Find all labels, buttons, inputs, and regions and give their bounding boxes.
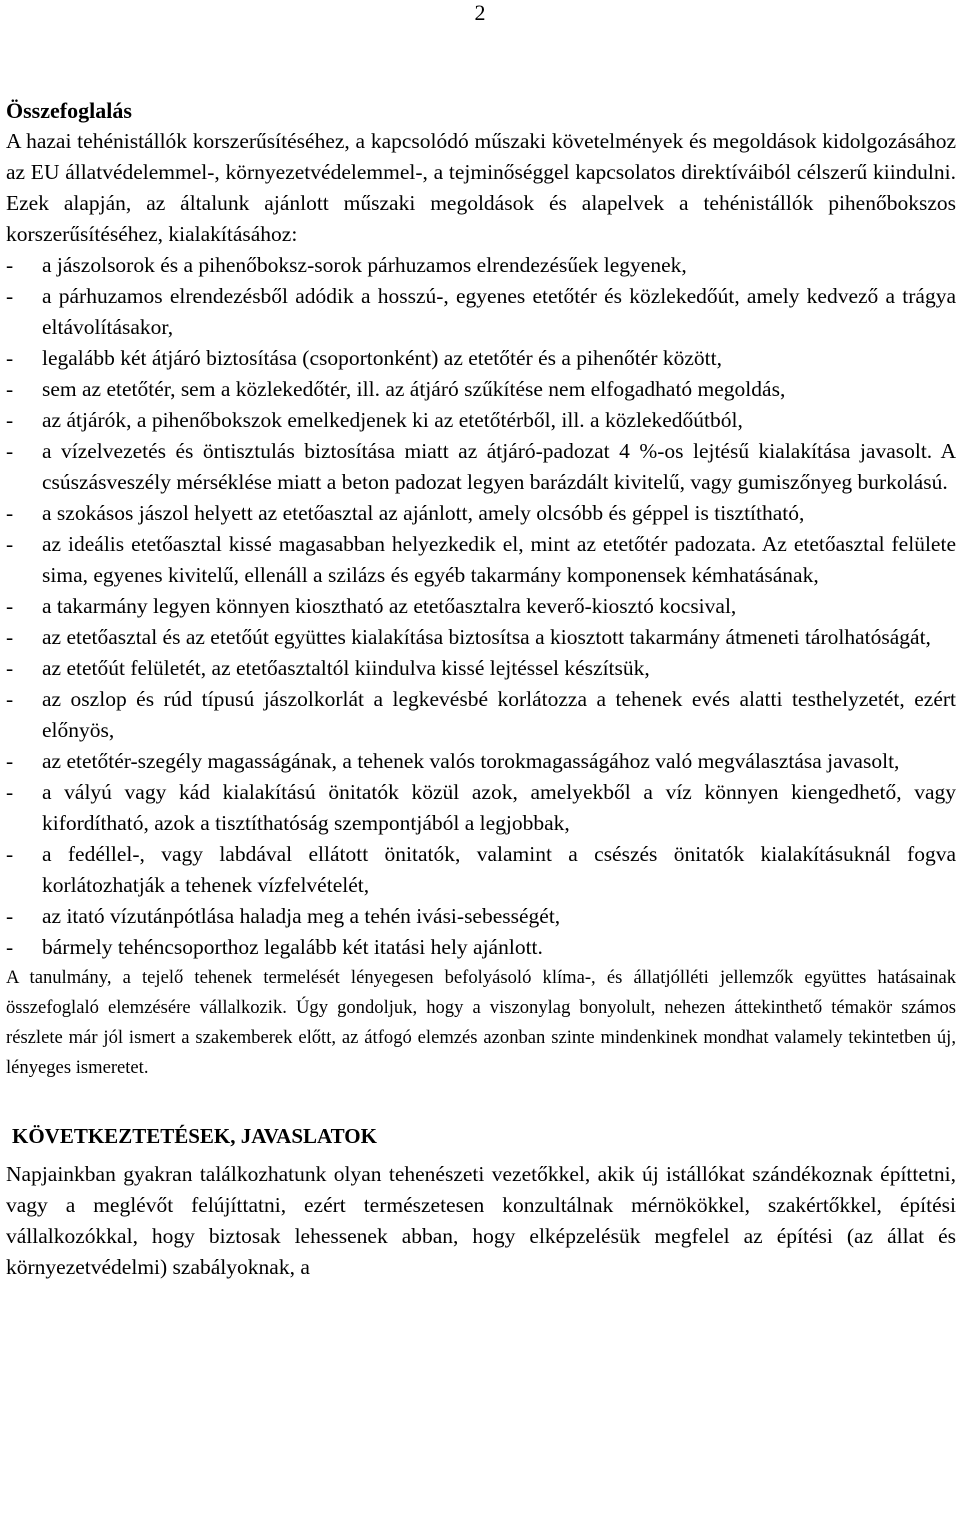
list-item-text: a fedéllel-, vagy labdával ellátott önitatók, valamint a csészés önitatók kialakításuknál fogva korlátozhatják a tehenek vízfelvételét, [42, 842, 956, 897]
recommendation-list [6, 250, 956, 963]
list-item-text: bármely tehéncsoporthoz legalább két itatási hely ajánlott. [42, 935, 543, 959]
list-item-text: a takarmány legyen könnyen kiosztható az etetőasztalra keverő-kiosztó kocsival, [42, 594, 737, 618]
list-item [6, 436, 956, 498]
list-dash: - [6, 780, 14, 804]
summary-intro: A hazai tehénistállók korszerűsítéséhez, a kapcsolódó műszaki követelmények és megoldások kidolgozásához az EU állatvédelemmel-, környezetvédelemmel-, a tejminőséggel kapcsolatos direktíváiból célszerű kiindulni. Ezek alapján, az általunk ajánlott műszaki megoldások és alapelvek a tehénistállók pihenőbokszos korszerűsítéséhez, kialakításához: [6, 129, 956, 246]
list-item-text: a vályú vagy kád kialakítású önitatók közül azok, amelyekből a víz könnyen kiengedhető, vagy kifordítható, azok a tisztíthatóság szempontjából a legjobbak, [42, 780, 956, 835]
list-item [6, 901, 956, 932]
list-dash: - [6, 842, 14, 866]
list-dash: - [6, 284, 14, 308]
list-dash: - [6, 625, 14, 649]
list-item-text: legalább két átjáró biztosítása (csoportonként) az etetőtér és a pihenőtér között, [42, 346, 722, 370]
list-item [6, 777, 956, 839]
list-item [6, 932, 956, 963]
conclusions-heading: KÖVETKEZTETÉSEK, JAVASLATOK [12, 1124, 377, 1148]
list-item-text: sem az etetőtér, sem a közlekedőtér, ill. az átjáró szűkítése nem elfogadható megoldás, [42, 377, 786, 401]
list-dash: - [6, 377, 14, 401]
list-item [6, 281, 956, 343]
list-dash: - [6, 532, 14, 556]
list-item [6, 529, 956, 591]
conclusions-paragraph: Napjainkban gyakran találkozhatunk olyan tehenészeti vezetőkkel, akik új istállókat szándékoznak építtetni, vagy a meglévőt felújíttatni, ezért természetesen konzultálnak mérnökökkel, szakértőkkel, építési vállalkozókkal, hogy biztosak lehessenek abban, hogy elképzelésük megfelel az építési (az állat és környezetvédelmi) szabályoknak, a [6, 1162, 956, 1279]
list-item [6, 839, 956, 901]
list-dash: - [6, 594, 14, 618]
list-item-text: a párhuzamos elrendezésből adódik a hosszú-, egyenes etetőtér és közlekedőút, amely kedvező a trágya eltávolításakor, [42, 284, 956, 339]
study-paragraph: A tanulmány, a tejelő tehenek termelését lényegesen befolyásoló klíma-, és állatjólléti jellemzők együttes hatásainak összefoglaló elemzésére vállalkozik. Úgy gondoljuk, hogy a viszonylag bonyolult, nehezen áttekinthető témakör számos részlete már jól ismert a szakemberek előtt, az átfogó elemzés azonban szinte mindenkinek mondhat valamely tekintetben új, lényeges ismeretet. [6, 967, 956, 1078]
list-item [6, 498, 956, 529]
list-item [6, 653, 956, 684]
list-item [6, 374, 956, 405]
list-item-text: az itató vízutánpótlása haladja meg a tehén ivási-sebességét, [42, 904, 561, 928]
list-item-text: a jászolsorok és a pihenőboksz-sorok párhuzamos elrendezésűek legyenek, [42, 253, 687, 277]
list-item-text: az etetőasztal és az etetőút együttes kialakítása biztosítsa a kiosztott takarmány átmeneti tárolhatóságát, [42, 625, 931, 649]
list-dash: - [6, 408, 14, 432]
list-dash: - [6, 656, 14, 680]
list-item [6, 622, 956, 653]
list-dash: - [6, 749, 14, 773]
list-item-text: az átjárók, a pihenőbokszok emelkedjenek ki az etetőtérből, ill. a közlekedőútból, [42, 408, 743, 432]
list-item-text: az ideális etetőasztal kissé magasabban helyezkedik el, mint az etetőtér padozata. Az etetőasztal felülete sima, egyenes kivitelű, ellenáll a szilázs és egyéb takarmány komponensek kémhatásának, [42, 532, 956, 587]
page-number: 2 [474, 0, 486, 25]
list-dash: - [6, 687, 14, 711]
list-item [6, 343, 956, 374]
document-body [6, 96, 956, 1283]
list-item [6, 250, 956, 281]
list-item-text: az etetőtér-szegély magasságának, a tehenek valós torokmagasságához való megválasztása javasolt, [42, 749, 900, 773]
list-item-text: az oszlop és rúd típusú jászolkorlát a legkevésbé korlátozza a tehenek evés alatti testhelyzetét, ezért előnyös, [42, 687, 956, 742]
list-item-text: az etetőút felületét, az etetőasztaltól kiindulva kissé lejtéssel készítsük, [42, 656, 650, 680]
list-dash: - [6, 439, 14, 463]
list-item [6, 746, 956, 777]
list-dash: - [6, 346, 14, 370]
list-dash: - [6, 253, 14, 277]
list-item-text: a szokásos jászol helyett az etetőasztal az ajánlott, amely olcsóbb és géppel is tisztítható, [42, 501, 805, 525]
list-item-text: a vízelvezetés és öntisztulás biztosítása miatt az átjáró-padozat 4 %-os lejtésű kialakítása javasolt. A csúszásveszély mérséklése miatt a beton padozat legyen barázdált kivitelű, vagy gumiszőnyeg burkolású. [42, 439, 956, 494]
list-dash: - [6, 904, 14, 928]
summary-heading: Összefoglalás [6, 98, 132, 123]
list-item [6, 405, 956, 436]
list-dash: - [6, 501, 14, 525]
list-item [6, 684, 956, 746]
list-item [6, 591, 956, 622]
list-dash: - [6, 935, 14, 959]
